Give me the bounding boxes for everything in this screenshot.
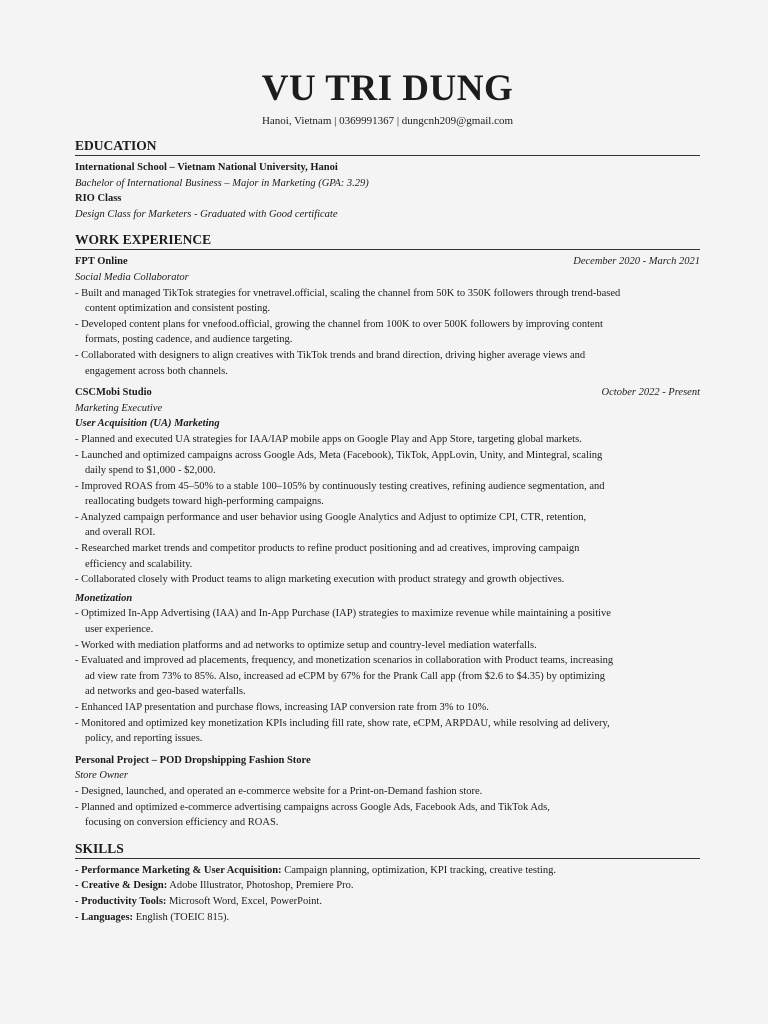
job-bullet: - Developed content plans for vnefood.official, growing the channel from 100K to over 500K followers by improving content formats, posting cadence, and audience targeting.	[75, 318, 603, 346]
skill-item: - Productivity Tools: Microsoft Word, Excel, PowerPoint.	[75, 895, 322, 907]
job-entry-personal-project	[75, 753, 700, 831]
job-bullet: - Worked with mediation platforms and ad networks to optimize setup and country-level mediation waterfalls.	[75, 639, 537, 651]
work-experience-section	[75, 232, 700, 830]
skills-section	[75, 841, 700, 925]
subsection-heading-ua: User Acquisition (UA) Marketing	[75, 418, 220, 430]
job-bullet: - Launched and optimized campaigns across Google Ads, Meta (Facebook), TikTok, AppLovin, Unity, and Mintegral, scaling daily spend to $1,000 - $2,000.	[75, 449, 603, 477]
job-bullet: - Planned and executed UA strategies for IAA/IAP mobile apps on Google Play and App Store, targeting global markets.	[75, 433, 582, 445]
job-role: Social Media Collaborator	[75, 271, 189, 283]
candidate-name: VU TRI DUNG	[261, 68, 514, 109]
job-bullet: - Evaluated and improved ad placements, frequency, and monetization scenarios in collaboration with Product teams, increasing ad view rate from 73% to 85%. Also, increased ad eCPM by 67% for the Prank Call app (from $2.6 to $4.35) by optimizing ad networks and geo-based waterfalls.	[75, 655, 614, 698]
job-bullet: - Analyzed campaign performance and user behavior using Google Analytics and Adjust to optimize CPI, CTR, retention, and overall ROI.	[75, 511, 587, 539]
subsection-heading-monetization: Monetization	[75, 592, 133, 604]
work-experience-title: WORK EXPERIENCE	[75, 232, 700, 250]
job-company: CSCMobi Studio	[75, 387, 152, 399]
job-bullet: - Monitored and optimized key monetization KPIs including fill rate, show rate, eCPM, ARPDAU, while resolving ad delivery, policy, and reporting issues.	[75, 717, 610, 745]
job-header	[75, 254, 700, 270]
education-school: RIO Class	[75, 193, 122, 205]
job-bullet: - Collaborated closely with Product teams to align marketing execution with product strategy and growth objectives.	[75, 574, 565, 586]
job-dates: December 2020 - March 2021	[573, 256, 700, 268]
job-entry-fpt	[75, 254, 700, 379]
job-entry-cscmobi	[75, 385, 700, 747]
job-company: Personal Project – POD Dropshipping Fashion Store	[75, 754, 311, 766]
job-role: Marketing Executive	[75, 402, 163, 414]
job-bullet: - Enhanced IAP presentation and purchase flows, increasing IAP conversion rate from 3% to 10%.	[75, 702, 489, 713]
education-section	[75, 138, 700, 222]
skills-title: SKILLS	[75, 841, 700, 859]
resume-content	[75, 68, 700, 925]
skill-item: - Performance Marketing & User Acquisition: Campaign planning, optimization, KPI tracking, creative testing.	[75, 864, 556, 876]
job-bullet: - Researched market trends and competitor products to refine product positioning and ad creatives, improving campaign efficiency and scalability.	[75, 543, 580, 570]
job-role: Store Owner	[75, 770, 128, 782]
education-detail: Design Class for Marketers - Graduated with Good certificate	[75, 208, 338, 220]
job-bullet: - Planned and optimized e-commerce advertising campaigns across Google Ads, Facebook Ads, and TikTok Ads, focusing on conversion efficiency and ROAS.	[75, 801, 550, 829]
job-bullet: - Designed, launched, and operated an e-commerce website for a Print-on-Demand fashion store.	[75, 785, 483, 797]
job-bullet: - Collaborated with designers to align creatives with TikTok trends and brand direction, driving higher average views and engagement across both channels.	[75, 349, 586, 377]
job-dates: October 2022 - Present	[601, 387, 700, 399]
contact-info: Hanoi, Vietnam | 0369991367 | dungcnh209@gmail.com	[261, 115, 514, 127]
job-bullet: - Optimized In-App Advertising (IAA) and In-App Purchase (IAP) strategies to maximize revenue while maintaining a positive user experience.	[75, 608, 611, 636]
skill-item: - Languages: English (TOEIC 815).	[75, 911, 230, 923]
education-detail: Bachelor of International Business – Major in Marketing (GPA: 3.29)	[75, 177, 369, 189]
education-school: International School – Vietnam National University, Hanoi	[75, 162, 338, 173]
job-bullet: - Improved ROAS from 45–50% to a stable 100–105% by continuously testing creatives, refining audience segmentation, and reallocating budgets toward high-performing campaigns.	[75, 480, 605, 508]
job-bullet: - Built and managed TikTok strategies for vnetravel.official, scaling the channel from 50K to 350K followers through trend-based content optimization and consistent posting.	[75, 287, 621, 315]
job-header	[75, 385, 700, 401]
job-company: FPT Online	[75, 256, 128, 268]
education-title: EDUCATION	[75, 138, 700, 156]
skill-item: - Creative & Design: Adobe Illustrator, Photoshop, Premiere Pro.	[75, 880, 354, 892]
